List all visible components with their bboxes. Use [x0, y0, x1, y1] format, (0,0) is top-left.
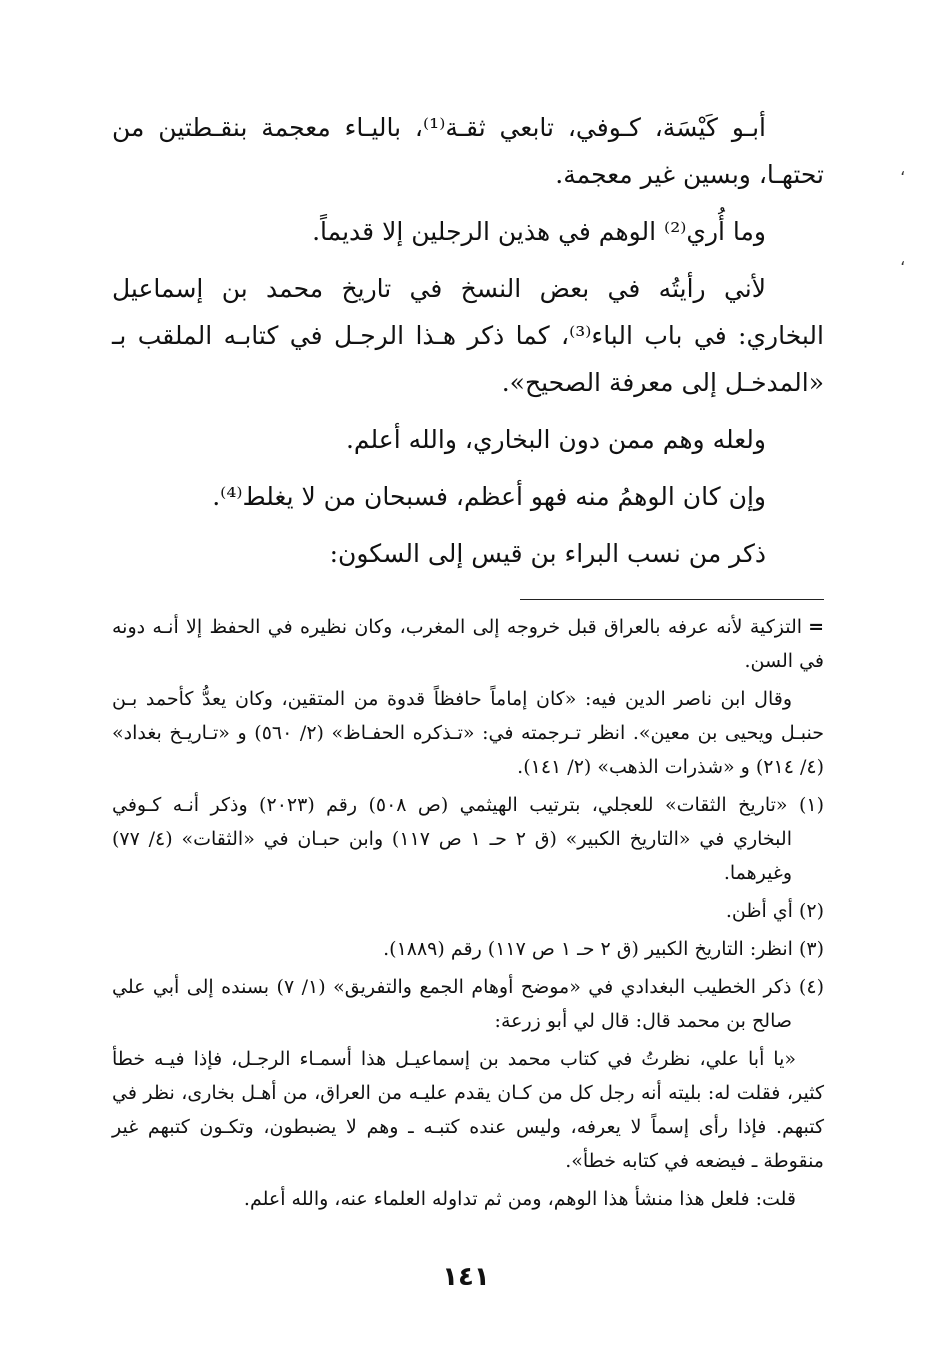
footnote-continuation-2: وقال ابن ناصر الدين فيه: «كان إماماً حافظاً قدوة من المتقين، وكان يعدُّ كأحمد بـن حنبـل ويحيى بن معين». انظر تـرجمته في: «تـذكره الحفـاظ» (٢/ ٥٦٠) و «تـاريـخ بغداد» (٤/ ٢١٤) و «شذرات الذهب» (٢/ ١٤١).	[112, 688, 824, 778]
paragraph-2: وما أُري⁽²⁾ الوهم في هذين الرجلين إلا قديماً.	[312, 217, 766, 246]
paragraph-4: ولعله وهم ممن دون البخاري، والله أعلم.	[345, 425, 766, 454]
main-text	[112, 104, 824, 577]
footnote-1: (١) «تاريخ الثقات» للعجلي، بترتيب الهيثمي (ص ٥٠٨) رقم (٢٠٢٣) وذكر أنـه كـوفي البخاري في «التاريخ الكبير» (ق ٢ حـ ١ ص ١١٧) وابن حبـان في «الثقات» (٤/ ٧٧) وغيرهما.	[112, 794, 824, 884]
page-number: ١٤١	[442, 1262, 490, 1292]
footnote-4-conclusion: قلت: فلعل هذا منشأ هذا الوهم، ومن ثم تداوله العلماء عنه، والله أعلم.	[243, 1188, 796, 1210]
paragraph-3: لأني رأيتُه في بعض النسخ في تاريخ محمد بن إسماعيل البخاري: في باب الباء⁽³⁾، كما ذكر هـذا الرجـل في كتابـه الملقب بـ «المدخـل إلى معرفة الصحيح».	[112, 274, 824, 397]
footnote-4: (٤) ذكر الخطيب البغدادي في «موضح أوهام الجمع والتفريق» (١/ ٧) بسنده إلى أبي علي صالح بن محمد قال: قال لي أبو زرعة:	[112, 976, 824, 1032]
continuation-mark: =	[808, 616, 824, 638]
footnote-3: (٣) انظر: التاريخ الكبير (ق ٢ حـ ١ ص ١١٧) رقم (١٨٨٩).	[383, 938, 824, 960]
footnote-continuation	[112, 610, 824, 678]
margin-mark-top: ،	[900, 160, 906, 179]
footnote-4-quote: «يا أبا علي، نظرتُ في كتاب محمد بن إسماعيـل هذا أسمـاء الرجـل، فإذا فيـه خطأ كثير، فقلت له: بليته أنه رجل كل من كـان يقدم عليـه من العراق، من أهـل بخارى، نظر في كتبهم. فإذا رأى إسماً لا يعرفه، وليس عنده كتبـه ـ وهم لا يضبطون، وتكـون كتبهم غير منقوطة ـ فيضعه في كتابه خطأ».	[112, 1048, 824, 1172]
footnotes	[112, 610, 824, 1216]
paragraph-6: ذكر من نسب البراء بن قيس إلى السكون:	[329, 539, 766, 568]
margin-mark-bottom: ،	[900, 250, 906, 269]
footnote-continuation-text: التزكية لأنه عرفه بالعراق قبل خروجه إلى المغرب، وكان نظيره في الحفظ إلا أنـه دونه في السن.	[112, 616, 824, 672]
paragraph-5: وإن كان الوهمُ منه فهو أعظم، فسبحان من لا يغلط⁽⁴⁾.	[212, 482, 766, 511]
page-body	[112, 104, 824, 1216]
footnote-separator	[520, 599, 824, 600]
paragraph-1: أبـو كَيْسَة، كـوفي، تابعي ثقـة⁽¹⁾، باليـاء معجمة بنقـطتين من تحتهـا، وبسين غير معجمة.	[112, 113, 824, 189]
footnote-2: (٢) أي أظن.	[725, 900, 824, 922]
